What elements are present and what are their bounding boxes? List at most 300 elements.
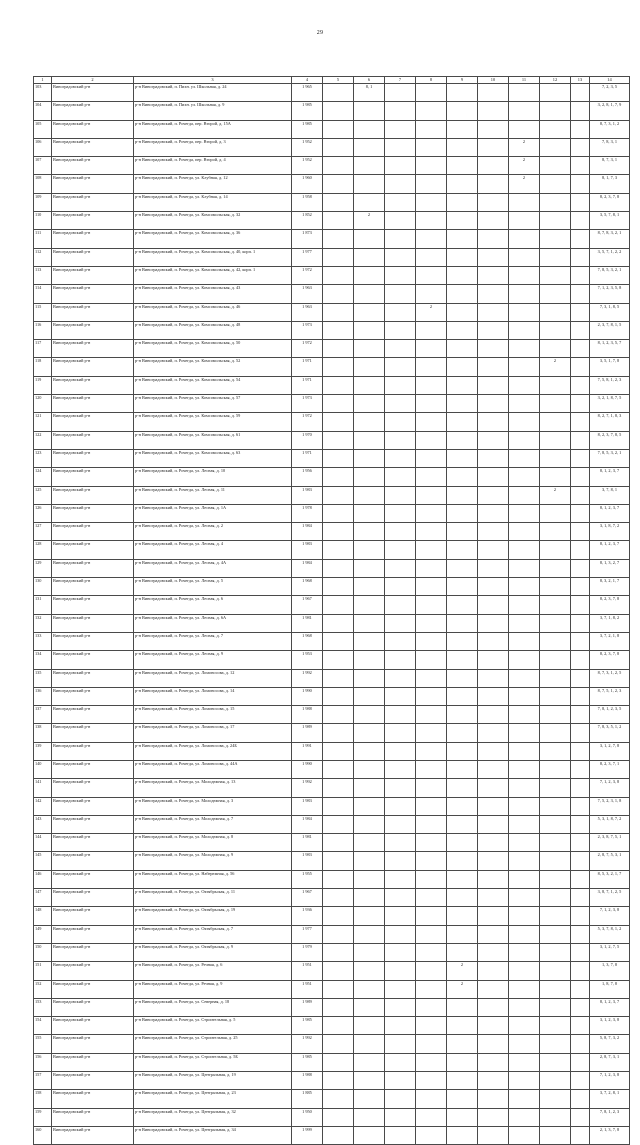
row-number: 107 — [34, 157, 52, 175]
col-6-cell — [354, 889, 385, 907]
codes-cell: 7, 8, 5, 3, 2, 1 — [590, 266, 630, 284]
district-cell: Виноградовский р-н — [52, 157, 134, 175]
col-11-cell — [509, 358, 540, 376]
table-row — [34, 724, 630, 742]
col-9-cell — [447, 230, 478, 248]
col-11-cell — [509, 669, 540, 687]
col-9-cell — [447, 852, 478, 870]
col-9-cell — [447, 632, 478, 650]
column-header-1: 1 — [34, 77, 52, 84]
address-cell: р-н Виноградовский, п. Рочегда, ул. Ломоносова, д. 17 — [134, 724, 292, 742]
row-number: 112 — [34, 248, 52, 266]
address-cell: р-н Виноградовский, п. Рочегда, ул. Ломоносова, д. 24Б — [134, 742, 292, 760]
col-10-cell — [478, 413, 509, 431]
col-12-cell — [540, 523, 571, 541]
col-10-cell — [478, 1072, 509, 1090]
column-header-5: 5 — [323, 77, 354, 84]
col-13-cell — [571, 1072, 590, 1090]
col-10-cell — [478, 559, 509, 577]
col-5-cell — [323, 651, 354, 669]
col-8-cell — [416, 907, 447, 925]
col-11-cell — [509, 449, 540, 467]
col-7-cell — [385, 779, 416, 797]
row-number: 139 — [34, 742, 52, 760]
col-5-cell — [323, 138, 354, 156]
codes-cell: 8, 5, 3, 2, 1, 7 — [590, 870, 630, 888]
col-11-cell — [509, 596, 540, 614]
year-text: 1 956 — [302, 468, 312, 474]
district-cell: Виноградовский р-н — [52, 395, 134, 413]
row-number: 160 — [34, 1126, 52, 1144]
row-number: 116 — [34, 321, 52, 339]
col-10-cell — [478, 1053, 509, 1071]
col-6-cell: 2 — [354, 212, 385, 230]
district-cell: Виноградовский р-н — [52, 523, 134, 541]
col-13-cell — [571, 687, 590, 705]
col-5-cell — [323, 303, 354, 321]
year-text: 1 985 — [302, 1017, 312, 1023]
col-11-cell — [509, 870, 540, 888]
district-cell: Виноградовский р-н — [52, 1035, 134, 1053]
col-11-cell — [509, 193, 540, 211]
year-cell — [292, 943, 323, 961]
district-cell: Виноградовский р-н — [52, 230, 134, 248]
col-7-cell — [385, 760, 416, 778]
address-cell: р-н Виноградовский, п. Рочегда, ул. Клубная, д. 14 — [134, 193, 292, 211]
year-text: 1 952 — [302, 157, 312, 163]
col-12-cell — [540, 559, 571, 577]
year-cell — [292, 559, 323, 577]
district-cell: Виноградовский р-н — [52, 358, 134, 376]
table-row — [34, 175, 630, 193]
col-11-cell — [509, 943, 540, 961]
address-cell: р-н Виноградовский, п. Рочегда, ул. Строительная, д. 5Б — [134, 1053, 292, 1071]
col-10-cell — [478, 907, 509, 925]
district-cell: Виноградовский р-н — [52, 998, 134, 1016]
column-header-12: 12 — [540, 77, 571, 84]
col-7-cell — [385, 395, 416, 413]
col-8-cell — [416, 632, 447, 650]
col-13-cell — [571, 395, 590, 413]
col-6-cell — [354, 1053, 385, 1071]
year-cell — [292, 468, 323, 486]
row-number: 110 — [34, 212, 52, 230]
year-text: 1 972 — [302, 413, 312, 419]
year-text: 1 971 — [302, 376, 312, 382]
codes-cell: 2, 8, 7, 5, 3, 1 — [590, 852, 630, 870]
col-11-cell — [509, 102, 540, 120]
col-10-cell — [478, 980, 509, 998]
col-8-cell — [416, 1126, 447, 1144]
col-5-cell — [323, 559, 354, 577]
col-9-cell — [447, 395, 478, 413]
table-row — [34, 925, 630, 943]
address-cell: р-н Виноградовский, п. Рочегда, пер. Второй, д. 4 — [134, 157, 292, 175]
address-cell: р-н Виноградовский, п. Рочегда, ул. Лесная, д. 6А — [134, 614, 292, 632]
address-cell: р-н Виноградовский, п. Рочегда, ул. Речная, д. 9 — [134, 980, 292, 998]
district-cell: Виноградовский р-н — [52, 120, 134, 138]
row-number: 147 — [34, 889, 52, 907]
col-8-cell — [416, 980, 447, 998]
col-5-cell — [323, 779, 354, 797]
col-5-cell — [323, 358, 354, 376]
row-number: 152 — [34, 980, 52, 998]
codes-cell: 8, 1, 2, 3, 7 — [590, 468, 630, 486]
col-9-cell — [447, 724, 478, 742]
col-5-cell — [323, 632, 354, 650]
codes-cell: 7, 1, 2, 3, 8 — [590, 1072, 630, 1090]
col-7-cell — [385, 614, 416, 632]
col-12-cell — [540, 779, 571, 797]
col-8-cell — [416, 157, 447, 175]
year-cell — [292, 1126, 323, 1144]
col-8-cell — [416, 834, 447, 852]
year-text: 1 977 — [302, 248, 312, 254]
row-number: 134 — [34, 651, 52, 669]
address-cell: р-н Виноградовский, п. Рочегда, ул. Клубная, д. 12 — [134, 175, 292, 193]
year-text: 1 973 — [302, 321, 312, 327]
codes-cell: 3, 7, 2, 8, 1 — [590, 1090, 630, 1108]
address-cell: р-н Виноградовский, п. Рочегда, ул. Лесная, д. 7 — [134, 632, 292, 650]
col-7-cell — [385, 815, 416, 833]
table-row — [34, 687, 630, 705]
address-cell: р-н Виноградовский, п. Рочегда, ул. Комсомольская, д. 43 — [134, 285, 292, 303]
col-7-cell — [385, 1053, 416, 1071]
table-row — [34, 358, 630, 376]
col-9-cell — [447, 925, 478, 943]
col-5-cell — [323, 1053, 354, 1071]
col-13-cell — [571, 486, 590, 504]
col-11-cell — [509, 632, 540, 650]
col-9-cell — [447, 1035, 478, 1053]
codes-cell: 3, 1, 2, 3, 8 — [590, 1017, 630, 1035]
year-text: 1 983 — [302, 797, 312, 803]
column-header-11: 11 — [509, 77, 540, 84]
district-cell: Виноградовский р-н — [52, 468, 134, 486]
district-cell: Виноградовский р-н — [52, 834, 134, 852]
address-cell: р-н Виноградовский, п. Рочегда, ул. Ломоносова, д. 12 — [134, 669, 292, 687]
col-13-cell — [571, 724, 590, 742]
codes-cell: 8, 1, 2, 3, 5, 7 — [590, 340, 630, 358]
table-body — [34, 84, 630, 1145]
table-row — [34, 1072, 630, 1090]
codes-cell: 8, 3, 2, 1, 7 — [590, 578, 630, 596]
col-12-cell — [540, 449, 571, 467]
codes-cell: 2, 3, 7, 8, 1, 5 — [590, 321, 630, 339]
year-text: 1 992 — [302, 779, 312, 785]
district-cell: Виноградовский р-н — [52, 266, 134, 284]
row-number: 140 — [34, 760, 52, 778]
col-10-cell — [478, 358, 509, 376]
table-row — [34, 1017, 630, 1035]
district-cell: Виноградовский р-н — [52, 431, 134, 449]
table-row — [34, 779, 630, 797]
row-number: 146 — [34, 870, 52, 888]
col-7-cell — [385, 120, 416, 138]
col-5-cell — [323, 431, 354, 449]
col-9-cell — [447, 1053, 478, 1071]
col-10-cell — [478, 962, 509, 980]
col-6-cell — [354, 742, 385, 760]
col-10-cell — [478, 321, 509, 339]
housing-register-table — [33, 76, 630, 1145]
col-9-cell — [447, 523, 478, 541]
col-9-cell — [447, 559, 478, 577]
codes-cell: 7, 1, 2, 3, 8 — [590, 907, 630, 925]
year-cell — [292, 431, 323, 449]
codes-cell: 2, 1, 3, 7, 8 — [590, 1126, 630, 1144]
year-text: 1 989 — [302, 998, 312, 1004]
row-number: 130 — [34, 578, 52, 596]
col-6-cell — [354, 760, 385, 778]
col-5-cell — [323, 541, 354, 559]
table-row — [34, 742, 630, 760]
district-cell: Виноградовский р-н — [52, 1017, 134, 1035]
col-11-cell — [509, 395, 540, 413]
col-6-cell — [354, 943, 385, 961]
col-5-cell — [323, 925, 354, 943]
col-12-cell — [540, 468, 571, 486]
district-cell: Виноградовский р-н — [52, 541, 134, 559]
col-10-cell — [478, 212, 509, 230]
col-10-cell — [478, 943, 509, 961]
col-6-cell — [354, 980, 385, 998]
col-8-cell — [416, 102, 447, 120]
col-13-cell — [571, 578, 590, 596]
col-12-cell — [540, 834, 571, 852]
row-number: 118 — [34, 358, 52, 376]
table-row — [34, 1053, 630, 1071]
page-number: 29 — [316, 30, 324, 36]
address-cell: р-н Виноградовский, п. Рочегда, ул. Октябрьская, д. 7 — [134, 925, 292, 943]
address-cell: р-н Виноградовский, п. Рочегда, ул. Молодежная, д. 13 — [134, 779, 292, 797]
col-12-cell — [540, 998, 571, 1016]
col-5-cell — [323, 1072, 354, 1090]
year-text: 1 985 — [302, 120, 312, 126]
col-5-cell — [323, 596, 354, 614]
col-8-cell — [416, 614, 447, 632]
col-12-cell — [540, 212, 571, 230]
col-9-cell — [447, 449, 478, 467]
col-5-cell — [323, 870, 354, 888]
col-10-cell — [478, 303, 509, 321]
col-12-cell — [540, 321, 571, 339]
district-cell: Виноградовский р-н — [52, 943, 134, 961]
district-cell: Виноградовский р-н — [52, 797, 134, 815]
year-cell — [292, 760, 323, 778]
row-number: 124 — [34, 468, 52, 486]
codes-cell: 3, 7, 1, 8, 2 — [590, 614, 630, 632]
address-cell: р-н Виноградовский, п. Рочегда, ул. Комсомольская, д. 59 — [134, 413, 292, 431]
district-cell: Виноградовский р-н — [52, 980, 134, 998]
col-5-cell — [323, 449, 354, 467]
year-text: 1 885 — [302, 1090, 312, 1096]
col-8-cell — [416, 340, 447, 358]
codes-cell: 7, 1, 2, 3, 8 — [590, 779, 630, 797]
col-8-cell — [416, 669, 447, 687]
col-12-cell — [540, 797, 571, 815]
table-row — [34, 303, 630, 321]
col-9-cell — [447, 193, 478, 211]
col-9-cell — [447, 175, 478, 193]
year-cell — [292, 687, 323, 705]
col-6-cell — [354, 1072, 385, 1090]
col-11-cell — [509, 578, 540, 596]
year-text: 1 936 — [302, 907, 312, 913]
district-cell: Виноградовский р-н — [52, 632, 134, 650]
col-9-cell — [447, 889, 478, 907]
col-12-cell — [540, 1072, 571, 1090]
col-6-cell — [354, 449, 385, 467]
address-cell: р-н Виноградовский, п. Рочегда, ул. Комсомольская, д. 61 — [134, 431, 292, 449]
district-cell: Виноградовский р-н — [52, 84, 134, 102]
col-10-cell — [478, 779, 509, 797]
col-13-cell — [571, 614, 590, 632]
year-cell — [292, 157, 323, 175]
col-9-cell — [447, 358, 478, 376]
address-cell: р-н Виноградовский, п. Рочегда, пер. Второй, д. 15А — [134, 120, 292, 138]
col-13-cell — [571, 285, 590, 303]
col-7-cell — [385, 925, 416, 943]
col-13-cell — [571, 1035, 590, 1053]
district-cell: Виноградовский р-н — [52, 1072, 134, 1090]
col-6-cell — [354, 815, 385, 833]
codes-cell: 2, 3, 8, 7, 5, 1 — [590, 834, 630, 852]
col-7-cell — [385, 1090, 416, 1108]
col-10-cell — [478, 889, 509, 907]
year-text: 1 972 — [302, 266, 312, 272]
table-row — [34, 321, 630, 339]
col-11-cell — [509, 1072, 540, 1090]
district-cell: Виноградовский р-н — [52, 559, 134, 577]
col-12-cell — [540, 852, 571, 870]
col-9-cell — [447, 1090, 478, 1108]
table-row — [34, 138, 630, 156]
district-cell: Виноградовский р-н — [52, 321, 134, 339]
year-cell — [292, 1090, 323, 1108]
col-10-cell — [478, 596, 509, 614]
year-text: 1 958 — [302, 193, 312, 199]
address-cell: р-н Виноградовский, п. Рочегда, ул. Строительная, д. 25 — [134, 1035, 292, 1053]
year-cell — [292, 1072, 323, 1090]
col-10-cell — [478, 1035, 509, 1053]
col-8-cell — [416, 138, 447, 156]
col-13-cell — [571, 321, 590, 339]
col-5-cell — [323, 980, 354, 998]
year-text: 1 984 — [302, 523, 312, 529]
col-13-cell — [571, 870, 590, 888]
address-cell: р-н Виноградовский, п. Рочегда, ул. Центральная, д. 23 — [134, 1090, 292, 1108]
col-5-cell — [323, 706, 354, 724]
col-11-cell — [509, 1090, 540, 1108]
address-cell: р-н Виноградовский, п. Рочегда, ул. Ломоносова, д. 44А — [134, 760, 292, 778]
col-7-cell — [385, 943, 416, 961]
col-13-cell — [571, 157, 590, 175]
col-7-cell — [385, 212, 416, 230]
col-12-cell — [540, 980, 571, 998]
col-7-cell — [385, 541, 416, 559]
col-11-cell — [509, 742, 540, 760]
year-text: 1 955 — [302, 870, 312, 876]
row-number: 106 — [34, 138, 52, 156]
col-12-cell — [540, 193, 571, 211]
col-7-cell — [385, 1108, 416, 1126]
year-cell — [292, 175, 323, 193]
year-text: 1 992 — [302, 1035, 312, 1041]
col-7-cell — [385, 651, 416, 669]
year-cell — [292, 303, 323, 321]
column-header-4: 4 — [292, 77, 323, 84]
col-11-cell — [509, 651, 540, 669]
row-number: 145 — [34, 852, 52, 870]
col-8-cell — [416, 559, 447, 577]
col-11-cell — [509, 797, 540, 815]
district-cell: Виноградовский р-н — [52, 193, 134, 211]
col-8-cell — [416, 651, 447, 669]
col-12-cell — [540, 596, 571, 614]
col-7-cell — [385, 340, 416, 358]
codes-cell: 5, 3, 7, 8, 1, 2 — [590, 925, 630, 943]
col-8-cell — [416, 212, 447, 230]
row-number: 115 — [34, 303, 52, 321]
col-9-cell — [447, 413, 478, 431]
col-10-cell — [478, 1017, 509, 1035]
codes-cell: 8, 2, 3, 7, 8, 5 — [590, 431, 630, 449]
year-cell — [292, 889, 323, 907]
district-cell: Виноградовский р-н — [52, 907, 134, 925]
table-row — [34, 669, 630, 687]
col-5-cell — [323, 578, 354, 596]
col-10-cell — [478, 138, 509, 156]
col-8-cell — [416, 431, 447, 449]
row-number: 119 — [34, 376, 52, 394]
col-7-cell — [385, 578, 416, 596]
year-text: 1 972 — [302, 340, 312, 346]
col-7-cell — [385, 138, 416, 156]
col-10-cell — [478, 486, 509, 504]
col-7-cell — [385, 724, 416, 742]
col-11-cell — [509, 760, 540, 778]
table-row — [34, 1090, 630, 1108]
col-12-cell — [540, 303, 571, 321]
col-7-cell — [385, 175, 416, 193]
table-row — [34, 248, 630, 266]
col-5-cell — [323, 175, 354, 193]
col-11-cell — [509, 266, 540, 284]
year-text: 1 981 — [302, 834, 312, 840]
address-cell: р-н Виноградовский, п. Рочегда, ул. Лесная, д. 4 — [134, 541, 292, 559]
col-8-cell — [416, 925, 447, 943]
codes-cell: 3, 5, 7, 8, 1 — [590, 212, 630, 230]
district-cell: Виноградовский р-н — [52, 742, 134, 760]
row-number: 127 — [34, 523, 52, 541]
col-9-cell — [447, 614, 478, 632]
col-13-cell — [571, 907, 590, 925]
row-number: 136 — [34, 687, 52, 705]
col-7-cell — [385, 907, 416, 925]
col-5-cell — [323, 852, 354, 870]
address-cell: р-н Виноградовский, п. Рочегда, ул. Строительная, д. 5 — [134, 1017, 292, 1035]
col-6-cell — [354, 651, 385, 669]
row-number: 148 — [34, 907, 52, 925]
row-number: 153 — [34, 998, 52, 1016]
col-8-cell — [416, 962, 447, 980]
codes-cell: 8, 7, 3, 1 — [590, 157, 630, 175]
col-9-cell — [447, 1126, 478, 1144]
col-7-cell — [385, 504, 416, 522]
address-cell: р-н Виноградовский, п. Рочегда, ул. Лесная, д. 10 — [134, 468, 292, 486]
district-cell: Виноградовский р-н — [52, 724, 134, 742]
